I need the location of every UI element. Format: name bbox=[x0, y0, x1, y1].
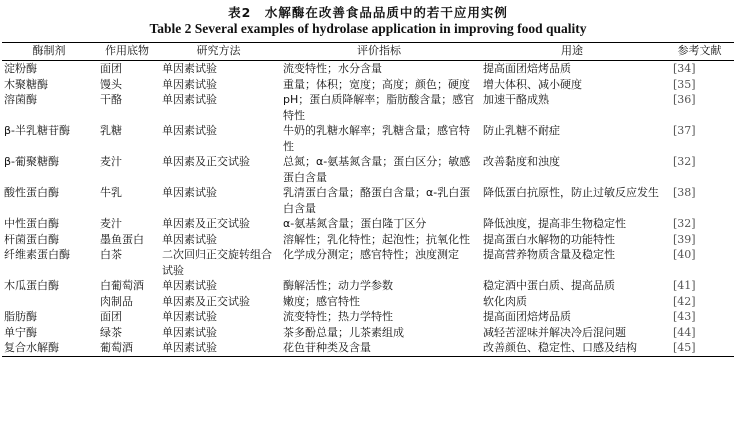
cell-enzyme: 淀粉酶 bbox=[4, 62, 37, 75]
table-row bbox=[2, 340, 734, 356]
cell-method: 单因素试验 bbox=[162, 310, 217, 323]
cell-reference: [36] bbox=[673, 93, 696, 106]
table-row bbox=[2, 232, 734, 248]
table-row bbox=[2, 92, 734, 123]
cell-enzyme: 中性蛋白酶 bbox=[4, 217, 59, 230]
cell-substrate: 麦汁 bbox=[100, 155, 122, 168]
cell-method: 单因素试验 bbox=[162, 186, 217, 199]
cell-enzyme: 脂肪酶 bbox=[4, 310, 37, 323]
cell-purpose: 改善黏度和浊度 bbox=[483, 155, 560, 168]
table-row bbox=[2, 154, 734, 185]
cell-reference: [37] bbox=[673, 124, 696, 137]
cell-substrate: 肉制品 bbox=[100, 294, 133, 308]
cell-indicators: 化学成分测定；感官特性；浊度测定 bbox=[283, 248, 459, 261]
cell-method: 单因素试验 bbox=[162, 232, 217, 246]
cell-indicators: 重量；体积；宽度；高度；颜色；硬度 bbox=[283, 77, 470, 91]
table-row bbox=[2, 185, 734, 216]
cell-substrate: 白茶 bbox=[100, 248, 122, 261]
cell-enzyme: 杆菌蛋白酶 bbox=[4, 232, 59, 246]
cell-reference: [39] bbox=[673, 232, 696, 246]
cell-enzyme: 木瓜蛋白酶 bbox=[4, 279, 59, 292]
table-row bbox=[2, 294, 734, 310]
cell-substrate: 葡萄酒 bbox=[96, 340, 158, 356]
cell-method: 单因素试验 bbox=[162, 77, 217, 91]
cell-method: 单因素试验 bbox=[162, 62, 217, 75]
cell-purpose: 提高面团焙烤品质 bbox=[483, 310, 571, 323]
cell-enzyme bbox=[2, 294, 96, 310]
cell-reference: [44] bbox=[673, 325, 696, 339]
cell-reference: [40] bbox=[673, 248, 696, 261]
cell-indicators: 牛奶的乳糖水解率；乳糖含量；感官特性 bbox=[283, 124, 470, 153]
cell-substrate: 乳糖 bbox=[100, 124, 122, 137]
header-method: 研究方法 bbox=[158, 43, 279, 61]
cell-enzyme: 纤维素蛋白酶 bbox=[4, 248, 70, 261]
cell-enzyme: 木聚糖酶 bbox=[4, 77, 48, 91]
cell-substrate: 墨鱼蛋白 bbox=[100, 232, 144, 246]
cell-substrate: 麦汁 bbox=[100, 217, 122, 230]
cell-purpose: 降低浊度，提高非生物稳定性 bbox=[483, 217, 626, 230]
cell-reference: [34] bbox=[673, 62, 696, 75]
cell-purpose: 软化肉质 bbox=[483, 294, 527, 308]
cell-indicators: 溶解性；乳化特性；起泡性；抗氧化性 bbox=[283, 232, 470, 246]
cell-purpose: 改善颜色、稳定性、口感及结构 bbox=[479, 340, 665, 356]
header-reference: 参考文献 bbox=[665, 43, 734, 61]
cell-reference: [38] bbox=[673, 186, 696, 199]
cell-substrate: 面团 bbox=[100, 62, 122, 75]
cell-reference: [45] bbox=[665, 340, 734, 356]
cell-purpose: 提高营养物质含量及稳定性 bbox=[483, 248, 615, 261]
cell-method: 单因素及正交试验 bbox=[162, 217, 250, 230]
cell-indicators: 乳清蛋白含量；酪蛋白含量；α-乳白蛋白含量 bbox=[283, 186, 471, 215]
cell-method: 单因素及正交试验 bbox=[162, 294, 250, 308]
cell-purpose: 加速干酪成熟 bbox=[483, 93, 549, 106]
cell-method: 二次回归正交旋转组合试验 bbox=[162, 248, 272, 277]
header-substrate: 作用底物 bbox=[96, 43, 158, 61]
cell-indicators: pH；蛋白质降解率；脂肪酸含量；感官特性 bbox=[283, 93, 475, 122]
table-header-row bbox=[2, 43, 734, 61]
cell-purpose: 提高蛋白水解物的功能特性 bbox=[483, 232, 615, 246]
cell-indicators: 嫩度；感官特性 bbox=[283, 294, 360, 308]
cell-reference: [35] bbox=[673, 77, 696, 91]
cell-substrate: 馒头 bbox=[100, 77, 122, 91]
cell-method: 单因素试验 bbox=[162, 325, 217, 339]
cell-substrate: 白葡萄酒 bbox=[100, 279, 144, 292]
cell-reference: [32] bbox=[673, 217, 696, 230]
table-row bbox=[2, 247, 734, 278]
header-purpose: 用途 bbox=[479, 43, 665, 61]
table-row bbox=[2, 61, 734, 77]
cell-enzyme: 单宁酶 bbox=[4, 325, 37, 339]
cell-purpose: 增大体积、减小硬度 bbox=[483, 77, 582, 91]
table-caption-cn: 表2 水解酶在改善食品品质中的若干应用实例 bbox=[228, 5, 508, 20]
cell-enzyme: β-半乳糖苷酶 bbox=[4, 124, 70, 137]
cell-substrate: 绿茶 bbox=[100, 325, 122, 339]
cell-reference: [32] bbox=[673, 155, 696, 168]
cell-method: 单因素试验 bbox=[162, 124, 217, 137]
cell-enzyme: β-葡聚糖酶 bbox=[4, 155, 59, 168]
cell-substrate: 面团 bbox=[100, 310, 122, 323]
table-row bbox=[2, 216, 734, 232]
table-row bbox=[2, 123, 734, 154]
cell-enzyme: 复合水解酶 bbox=[2, 340, 96, 356]
cell-indicators: 茶多酚总量；儿茶素组成 bbox=[283, 325, 404, 339]
cell-reference: [41] bbox=[673, 279, 696, 292]
table-row bbox=[2, 325, 734, 341]
cell-method: 单因素试验 bbox=[162, 93, 217, 106]
cell-indicators: 酶解活性；动力学参数 bbox=[283, 279, 393, 292]
cell-reference: [42] bbox=[673, 294, 696, 308]
cell-indicators: 流变特性；水分含量 bbox=[283, 62, 382, 75]
cell-substrate: 牛乳 bbox=[100, 186, 122, 199]
cell-indicators: 总氮；α-氨基氮含量；蛋白区分；敏感蛋白含量 bbox=[283, 155, 471, 184]
cell-purpose: 防止乳糖不耐症 bbox=[483, 124, 560, 137]
cell-method: 单因素试验 bbox=[158, 340, 279, 356]
cell-indicators: 流变特性；热力学特性 bbox=[283, 310, 393, 323]
cell-purpose: 提高面团焙烤品质 bbox=[483, 62, 571, 75]
cell-purpose: 降低蛋白抗原性，防止过敏反应发生 bbox=[483, 186, 659, 199]
header-indicators: 评价指标 bbox=[279, 43, 479, 61]
cell-enzyme: 溶菌酶 bbox=[4, 93, 37, 106]
table-caption-en: Table 2 Several examples of hydrolase application in improving food quality bbox=[149, 21, 587, 36]
cell-indicators: 花色苷种类及含量 bbox=[279, 340, 479, 356]
cell-method: 单因素及正交试验 bbox=[162, 155, 250, 168]
cell-substrate: 干酪 bbox=[100, 93, 122, 106]
table-row bbox=[2, 278, 734, 294]
table-row bbox=[2, 77, 734, 93]
cell-reference: [43] bbox=[673, 310, 696, 323]
cell-indicators: α-氨基氮含量；蛋白隆丁区分 bbox=[283, 217, 427, 230]
cell-enzyme: 酸性蛋白酶 bbox=[4, 186, 59, 199]
hydrolase-table bbox=[2, 42, 734, 357]
cell-purpose: 减轻苦涩味并解决冷后混问题 bbox=[483, 325, 626, 339]
table-row bbox=[2, 309, 734, 325]
cell-method: 单因素试验 bbox=[162, 279, 217, 292]
cell-purpose: 稳定酒中蛋白质、提高品质 bbox=[483, 279, 615, 292]
header-enzyme: 酶制剂 bbox=[2, 43, 96, 61]
